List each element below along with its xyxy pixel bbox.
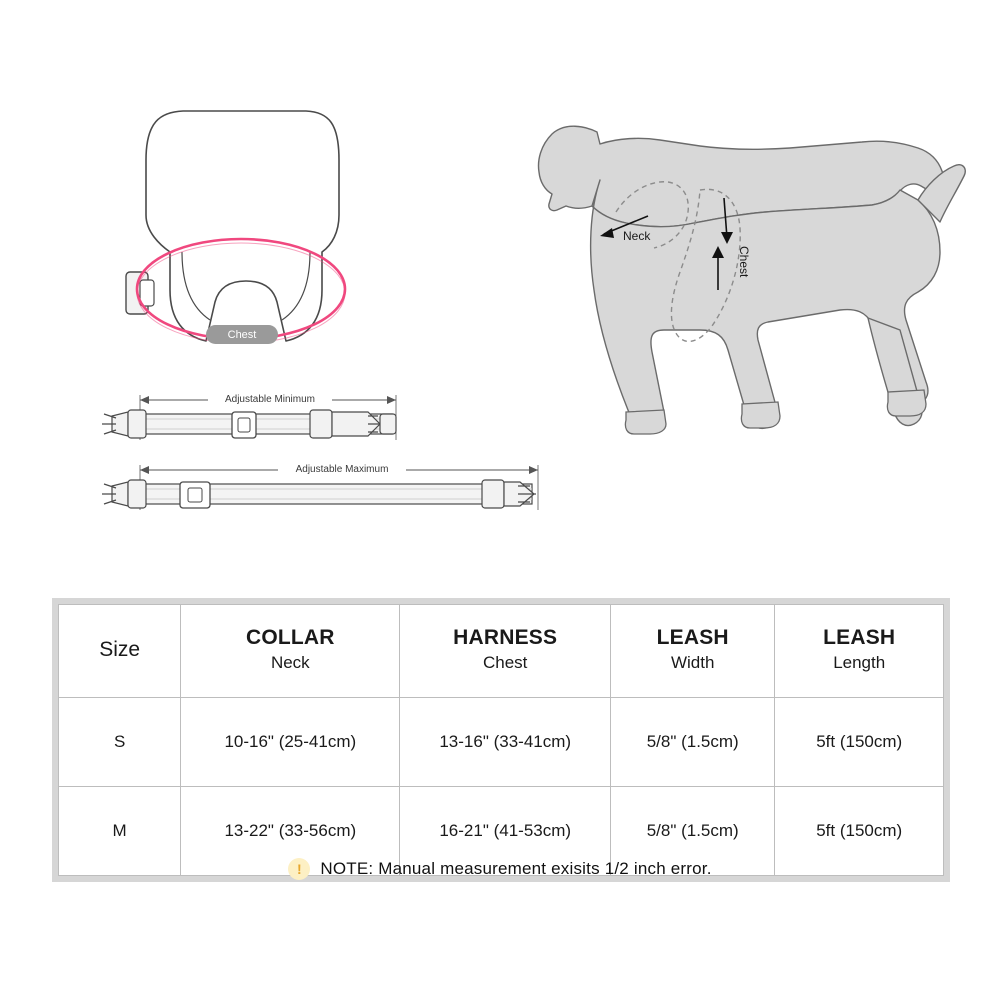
harness-illustration xyxy=(126,111,345,344)
dog-illustration xyxy=(539,126,966,434)
cell-leash-length: 5ft (150cm) xyxy=(775,787,944,876)
cell-size: S xyxy=(59,698,181,787)
header-collar xyxy=(181,605,400,698)
header-leash-length xyxy=(775,605,944,698)
size-table-head xyxy=(59,605,944,698)
header-leash-length-main: LEASH xyxy=(823,626,896,650)
note-row xyxy=(0,858,1000,880)
cell-leash-length: 5ft (150cm) xyxy=(775,698,944,787)
note-text: NOTE: Manual measurement exisits 1/2 inch error. xyxy=(320,859,712,878)
header-leash-length-sub: Length xyxy=(833,652,886,672)
cell-leash-width: 5/8" (1.5cm) xyxy=(611,787,775,876)
cell-collar-neck: 13-22" (33-56cm) xyxy=(181,787,400,876)
header-leash-width xyxy=(611,605,775,698)
header-size xyxy=(59,605,181,698)
header-harness xyxy=(400,605,611,698)
header-collar-sub: Neck xyxy=(270,652,310,672)
header-size-label: Size xyxy=(99,638,141,661)
cell-leash-width: 5/8" (1.5cm) xyxy=(611,698,775,787)
harness-chest-label: Chest xyxy=(227,329,257,341)
cell-collar-neck: 10-16" (25-41cm) xyxy=(181,698,400,787)
table-row xyxy=(59,698,944,787)
size-table-container xyxy=(52,598,950,882)
cell-size: M xyxy=(59,787,181,876)
header-harness-main: HARNESS xyxy=(453,626,558,650)
size-table-body xyxy=(59,698,944,876)
adjustable-maximum-label: Adjustable Maximum xyxy=(295,464,389,475)
header-collar-main: COLLAR xyxy=(245,626,335,650)
header-leash-width-main: LEASH xyxy=(656,626,729,650)
header-leash-width-sub: Width xyxy=(670,652,715,672)
table-header-row xyxy=(59,605,944,698)
cell-harness-chest: 13-16" (33-41cm) xyxy=(400,698,611,787)
adjustable-minimum-label: Adjustable Minimum xyxy=(224,394,316,405)
cell-harness-chest: 16-21" (41-53cm) xyxy=(400,787,611,876)
chest-pill-label xyxy=(206,325,278,344)
exclamation-icon: ! xyxy=(288,858,310,880)
header-harness-sub: Chest xyxy=(482,652,528,672)
dog-neck-label: Neck xyxy=(623,229,651,243)
dog-chest-label: Chest xyxy=(737,246,751,278)
collar-max-illustration xyxy=(102,461,538,510)
size-table xyxy=(58,604,944,876)
collar-min-illustration xyxy=(102,391,396,440)
